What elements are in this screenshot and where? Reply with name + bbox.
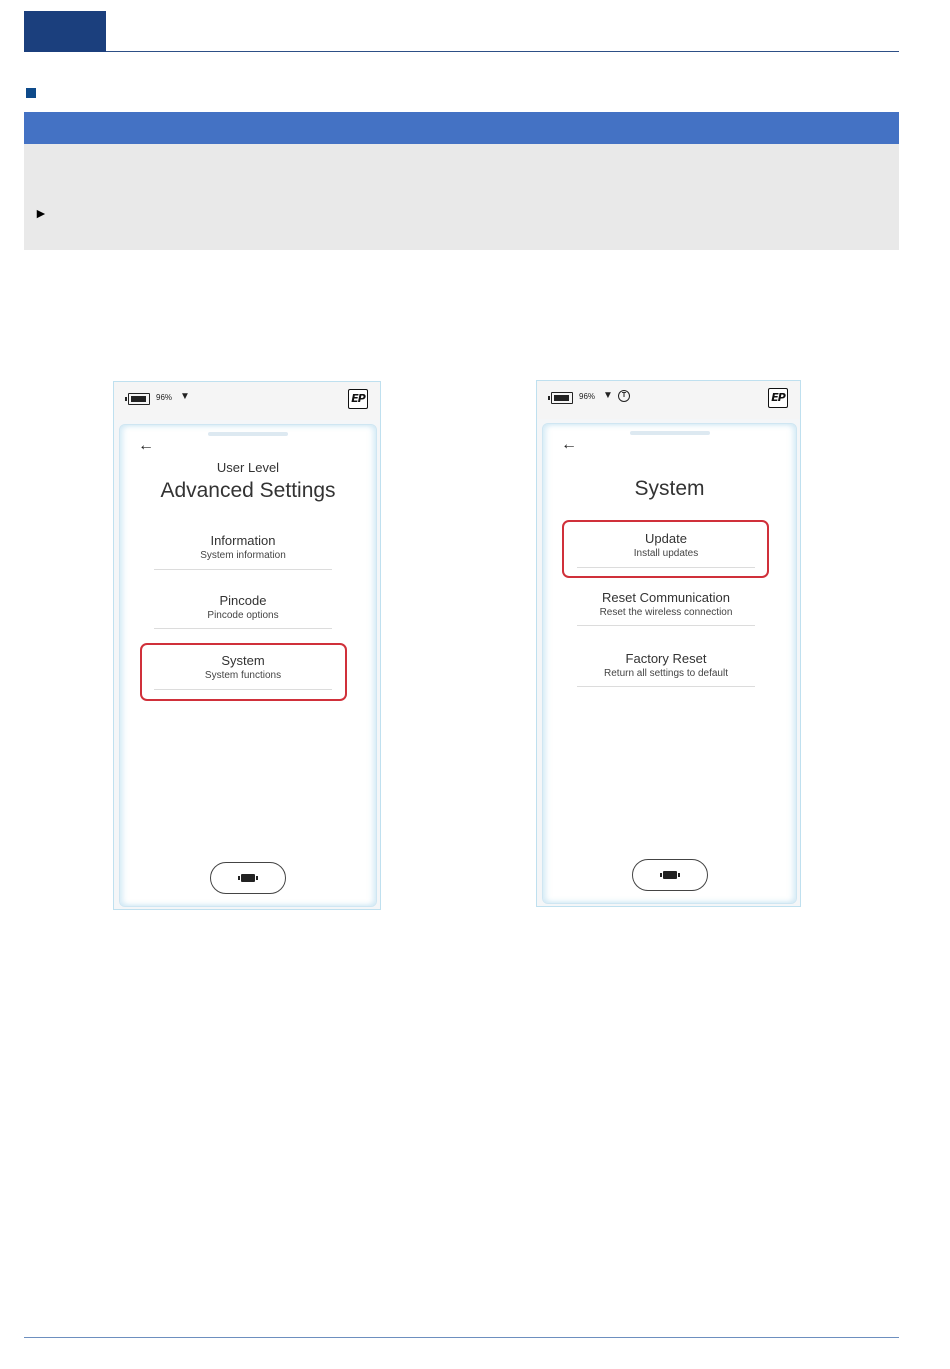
menu-item-label: Pincode — [219, 593, 267, 608]
highlight-frame — [562, 520, 769, 578]
ep-logo-icon: EP — [348, 389, 368, 409]
highlight-frame — [140, 643, 347, 701]
settings-card — [119, 424, 377, 907]
menu-item-label: Update — [645, 531, 687, 546]
menu-item-label: System — [221, 653, 265, 668]
system-card — [542, 423, 797, 904]
menu-item-information[interactable] — [154, 533, 332, 570]
wifi-icon: ▼ — [180, 391, 190, 402]
menu-item-factory-reset[interactable] — [577, 651, 755, 687]
info-icon: T — [618, 390, 630, 402]
section-bullet — [26, 88, 36, 98]
home-button[interactable] — [632, 859, 708, 891]
home-icon — [241, 874, 255, 882]
footer-rule — [24, 1337, 899, 1338]
back-arrow-icon[interactable]: ← — [138, 437, 154, 454]
ep-logo-icon: EP — [768, 388, 788, 408]
page-title: System — [634, 477, 705, 500]
menu-item-description: Reset the wireless connection — [599, 607, 733, 618]
menu-item-description: Install updates — [633, 548, 699, 559]
screenshot-system — [536, 380, 801, 907]
menu-item-description: Return all settings to default — [604, 668, 728, 679]
menu-item-description: System information — [200, 550, 286, 561]
status-bar — [114, 382, 380, 420]
menu-item-pincode[interactable] — [154, 593, 332, 629]
menu-item-label: Reset Communication — [602, 590, 730, 605]
wifi-icon: ▼ — [603, 390, 613, 401]
menu-item-label: Information — [210, 533, 276, 548]
header-rule — [106, 51, 899, 52]
battery-level: 96% — [579, 392, 596, 401]
back-arrow-icon[interactable]: ← — [561, 436, 577, 453]
battery-icon — [128, 393, 150, 405]
home-button[interactable] — [210, 862, 286, 894]
menu-item-description: System functions — [204, 670, 282, 681]
note-box — [24, 144, 899, 250]
screenshot-advanced-settings — [113, 381, 381, 910]
drag-handle[interactable] — [208, 432, 288, 436]
step-marker: ► — [34, 205, 48, 221]
chapter-tab — [24, 11, 106, 52]
status-bar — [537, 381, 800, 419]
menu-item-reset-communication[interactable] — [577, 590, 755, 626]
note-header-bar — [24, 112, 899, 144]
page-title: Advanced Settings — [160, 479, 336, 502]
battery-level: 96% — [156, 393, 173, 402]
menu-item-description: Pincode options — [207, 610, 279, 621]
home-icon — [663, 871, 677, 879]
drag-handle[interactable] — [630, 431, 710, 435]
page-subtitle: User Level — [216, 460, 280, 475]
menu-item-label: Factory Reset — [625, 651, 707, 666]
battery-icon — [551, 392, 573, 404]
